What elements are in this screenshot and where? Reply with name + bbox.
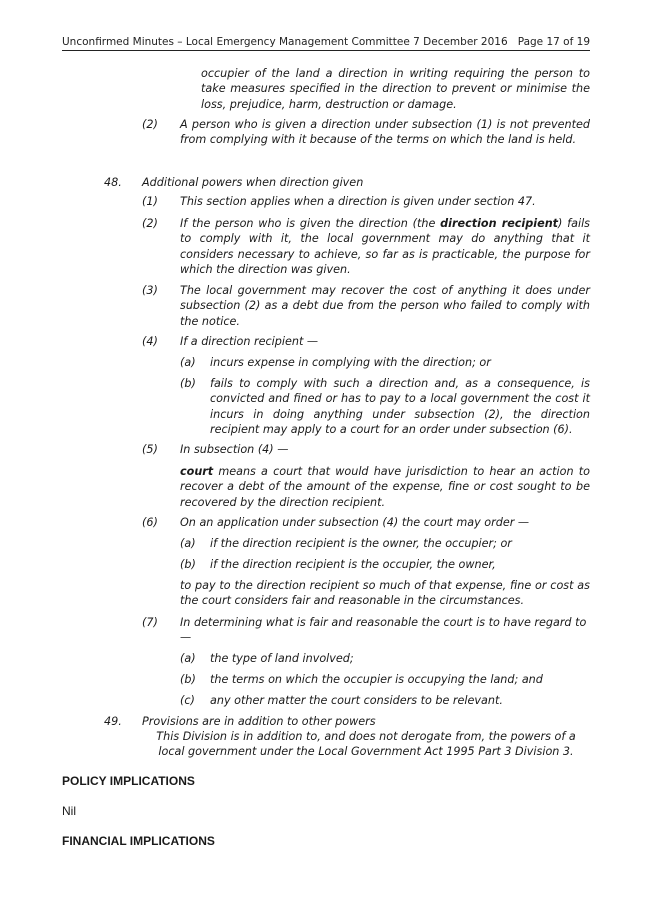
financial-implications-heading: FINANCIAL IMPLICATIONS xyxy=(62,834,215,848)
definition xyxy=(180,464,590,510)
paragraph-text: the terms on which the occupier is occupying the land; and xyxy=(210,673,543,686)
subsection-text: In determining what is fair and reasonable the court is to have regard to — xyxy=(180,616,587,645)
subsection-number: (7) xyxy=(142,616,158,629)
continuation-text: occupier of the land a direction in writing requiring the person to take measures specified in the direction to prevent or minimise the loss, prejudice, harm, destruction or damage. xyxy=(201,67,590,111)
paragraph-number: (b) xyxy=(180,673,196,686)
section-heading: Provisions are in addition to other powers xyxy=(142,715,376,728)
subsection-text: This section applies when a direction is given under section 47. xyxy=(180,195,536,208)
paragraph-text: the type of land involved; xyxy=(210,652,354,665)
subsection-text: In subsection (4) — xyxy=(180,443,289,456)
paragraph-text: fails to comply with such a direction and, as a consequence, is convicted and fined or has to pay to a local government the cost it incurs in doing anything under subsection (2), the direction recipient may apply to a court for an order under subsection (6). xyxy=(210,377,590,436)
subsection-number: (6) xyxy=(142,516,158,529)
subsection-number: (3) xyxy=(142,284,158,297)
section-number: 48. xyxy=(104,176,122,189)
policy-implications-value: Nil xyxy=(62,804,76,818)
paragraph-text: if the direction recipient is the occupier, the owner, xyxy=(210,558,496,571)
subsection-number: (4) xyxy=(142,335,158,348)
text-part: If the person who is given the direction (the xyxy=(180,217,441,230)
subsection-text: On an application under subsection (4) the court may order — xyxy=(180,516,530,529)
paragraph-number: (a) xyxy=(180,652,196,665)
subsection-number: (2) xyxy=(142,118,158,131)
section-text: This Division is in addition to, and does not derogate from, the powers of a local government under the Local Government Act 1995 Part 3 Division 3. xyxy=(156,730,576,759)
paragraph-number: (a) xyxy=(180,356,196,369)
paragraph-number: (b) xyxy=(180,377,196,390)
paragraph-text: if the direction recipient is the owner, the occupier; or xyxy=(210,537,512,550)
subsection-tail: to pay to the direction recipient so much of that expense, fine or cost as the court considers fair and reasonable in the circumstances. xyxy=(180,579,590,608)
paragraph-text: incurs expense in complying with the direction; or xyxy=(210,356,491,369)
subsection-text: A person who is given a direction under subsection (1) is not prevented from complying with it because of the terms on which the land is held. xyxy=(180,118,590,147)
text-part: ) fails to comply with it, the local government may do anything that it considers necessary to achieve, so far as is practicable, the purpose for which the direction was given. xyxy=(180,217,591,276)
subsection-text: The local government may recover the cost of anything it does under subsection (2) as a debt due from the person who failed to comply with the notice. xyxy=(180,284,590,328)
subsection-text: If a direction recipient — xyxy=(180,335,319,348)
section-number: 49. xyxy=(104,715,122,728)
document-title: Unconfirmed Minutes – Local Emergency Management Committee 7 December 2016 xyxy=(62,36,508,48)
subsection-number: (1) xyxy=(142,195,158,208)
subsection-text xyxy=(180,216,590,277)
subsection-number: (2) xyxy=(142,217,158,230)
page-number: Page 17 of 19 xyxy=(517,36,590,48)
paragraph-text: any other matter the court considers to be relevant. xyxy=(210,694,503,707)
subsection-number: (5) xyxy=(142,443,158,456)
policy-implications-heading: POLICY IMPLICATIONS xyxy=(62,774,195,788)
paragraph-number: (a) xyxy=(180,537,196,550)
section-heading: Additional powers when direction given xyxy=(142,176,364,189)
defined-term: court xyxy=(180,465,214,478)
definition-text: means a court that would have jurisdiction to hear an action to recover a debt of the amount of the expense, fine or cost sought to be recovered by the direction recipient. xyxy=(180,465,590,509)
paragraph-number: (b) xyxy=(180,558,196,571)
paragraph-number: (c) xyxy=(180,694,195,707)
page-header xyxy=(62,36,590,51)
defined-term: direction recipient xyxy=(440,217,559,230)
